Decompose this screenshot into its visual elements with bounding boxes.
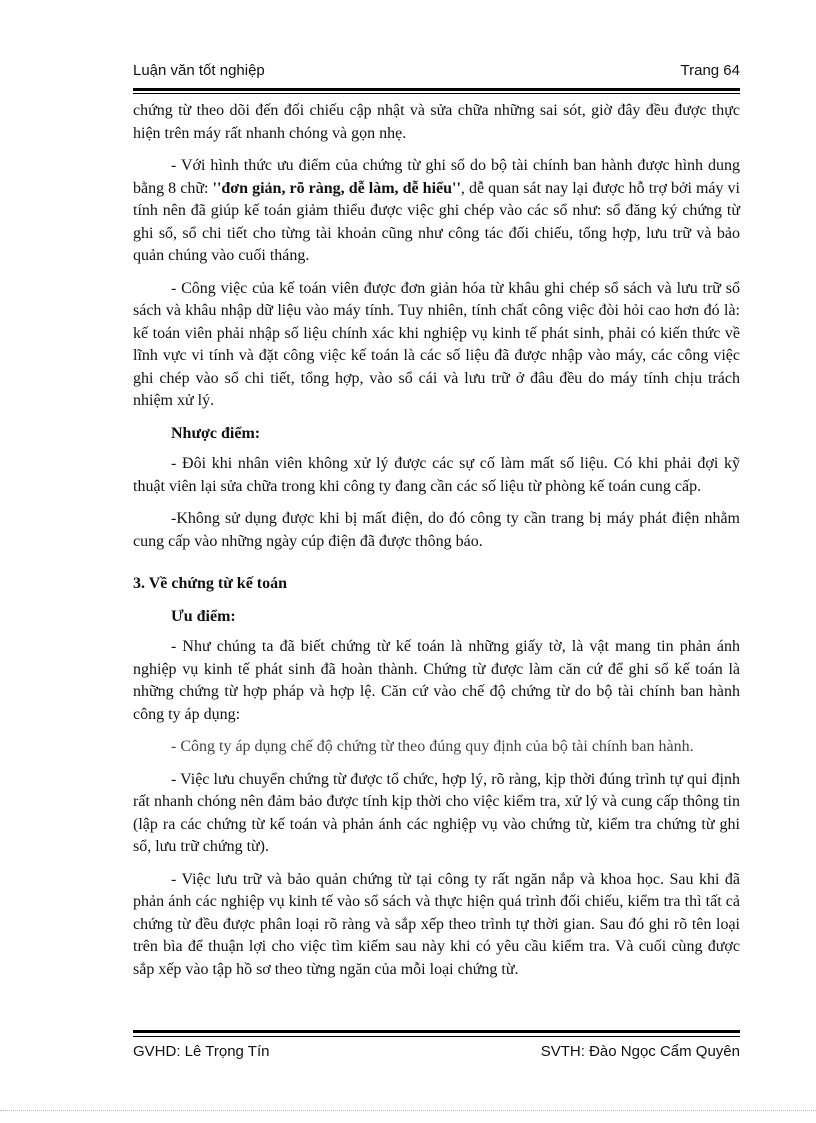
paragraph: - Công ty áp dụng chế độ chứng từ theo đúng quy định của bộ tài chính ban hành. (171, 738, 694, 755)
paragraph: chứng từ theo dõi đến đối chiếu cập nhật và sửa chữa những sai sót, giờ đây đều được thực hiện trên máy rất nhanh chóng và gọn nhẹ. (133, 102, 740, 142)
subheading-disadvantages: Nhược điểm: (171, 424, 261, 442)
paragraph-text: , dễ quan sát nay lại được hỗ trợ bởi máy vi tính nên đã giúp kế toán giảm thiểu được việc ghi chép vào các sổ như: sổ đăng ký chứng từ ghi sổ, sổ chi tiết cho từng tài khoản cũng như công tác đối chiếu, tổng hợp, lưu trữ và bảo quản chúng vào cuối tháng. (133, 179, 741, 264)
header-title: Luận văn tốt nghiệp (133, 62, 265, 79)
section-heading: 3. Về chứng từ kế toán (133, 575, 288, 592)
page-boundary (0, 1110, 816, 1111)
emphasis-text: ''đơn giản, rõ ràng, dễ làm, dễ hiểu'' (212, 179, 461, 197)
paragraph: - Như chúng ta đã biết chứng từ kế toán là những giấy tờ, là vật mang tin phản ánh nghiệp vụ kinh tế phát sinh đã hoàn thành. Chứng từ được làm căn cứ để ghi sổ kế toán là những chứng từ hợp pháp và hợp lệ. Căn cứ vào chế độ chứng từ do bộ tài chính ban hành công ty áp dụng: (133, 638, 740, 723)
paragraph (133, 155, 740, 268)
header-rule-thick (133, 88, 740, 91)
page-number: Trang 64 (680, 62, 740, 79)
paragraph: - Đôi khi nhân viên không xử lý được các sự cố làm mất số liệu. Có khi phải đợi kỹ thuật viên lại sửa chữa trong khi công ty đang cần các số liệu từ phòng kế toán cung cấp. (133, 455, 740, 495)
page-header (133, 62, 740, 84)
footer-rule-thick (133, 1030, 740, 1033)
student-name: SVTH: Đào Ngọc Cẩm Quyên (540, 1043, 740, 1060)
paragraph-text: - Với hình thức ưu điểm của chứng từ ghi sổ do bộ tài chính ban hành được hình dung bằng 8 chữ: (133, 157, 740, 197)
paragraph: - Việc lưu chuyển chứng từ được tổ chức, hợp lý, rõ ràng, kịp thời đúng trình tự qui định rất nhanh chóng nên đảm bảo được tính kịp thời cho việc kiểm tra, xử lý và cung cấp thông tin (lập ra các chứng từ kế toán và phản ánh các nghiệp vụ vào chứng từ, kiểm tra chứng từ ghi sổ, lưu trữ chứng từ). (133, 770, 740, 855)
paragraph: -Không sử dụng được khi bị mất điện, do đó công ty cần trang bị máy phát điện nhằm cung cấp vào những ngày cúp điện đã được thông báo. (133, 510, 740, 550)
page-footer (133, 1043, 740, 1065)
supervisor-name: GVHD: Lê Trọng Tín (133, 1043, 270, 1060)
paragraph: - Việc lưu trữ và bảo quản chứng từ tại công ty rất ngăn nắp và khoa học. Sau khi đã phản ánh các nghiệp vụ kinh tế vào sổ sách và thực hiện quá trình đối chiếu, kiểm tra thì tất cả chứng từ đều được phân loại rõ ràng và sắp xếp theo trình tự thời gian. Sau đó ghi rõ tên loại trên bìa để thuận lợi cho việc tìm kiếm sau này khi có yêu cầu kiểm tra. Và cuối cùng được sắp xếp vào tập hồ sơ theo từng ngăn của mỗi loại chứng từ. (133, 870, 740, 978)
page-content (133, 100, 740, 991)
header-rule-thin (133, 93, 740, 94)
subheading-advantages: Ưu điểm: (171, 607, 236, 625)
footer-rule-thin (133, 1036, 740, 1037)
paragraph: - Công việc của kế toán viên được đơn giản hóa từ khâu ghi chép sổ sách và lưu trữ sổ sách và khâu nhập dữ liệu vào máy tính. Tuy nhiên, tính chất công việc đòi hỏi cao hơn đó là: kế toán viên phải nhập số liệu chính xác khi nghiệp vụ kinh tế phát sinh, phải có kiến thức về lĩnh vực vi tính và đặt công việc kế toán là các số liệu đã được nhập vào máy, các công việc ghi chép vào sổ chi tiết, tổng hợp, vào sổ cái và lưu trữ ở đâu đều do máy tính chịu trách nhiệm xử lý. (133, 279, 740, 409)
